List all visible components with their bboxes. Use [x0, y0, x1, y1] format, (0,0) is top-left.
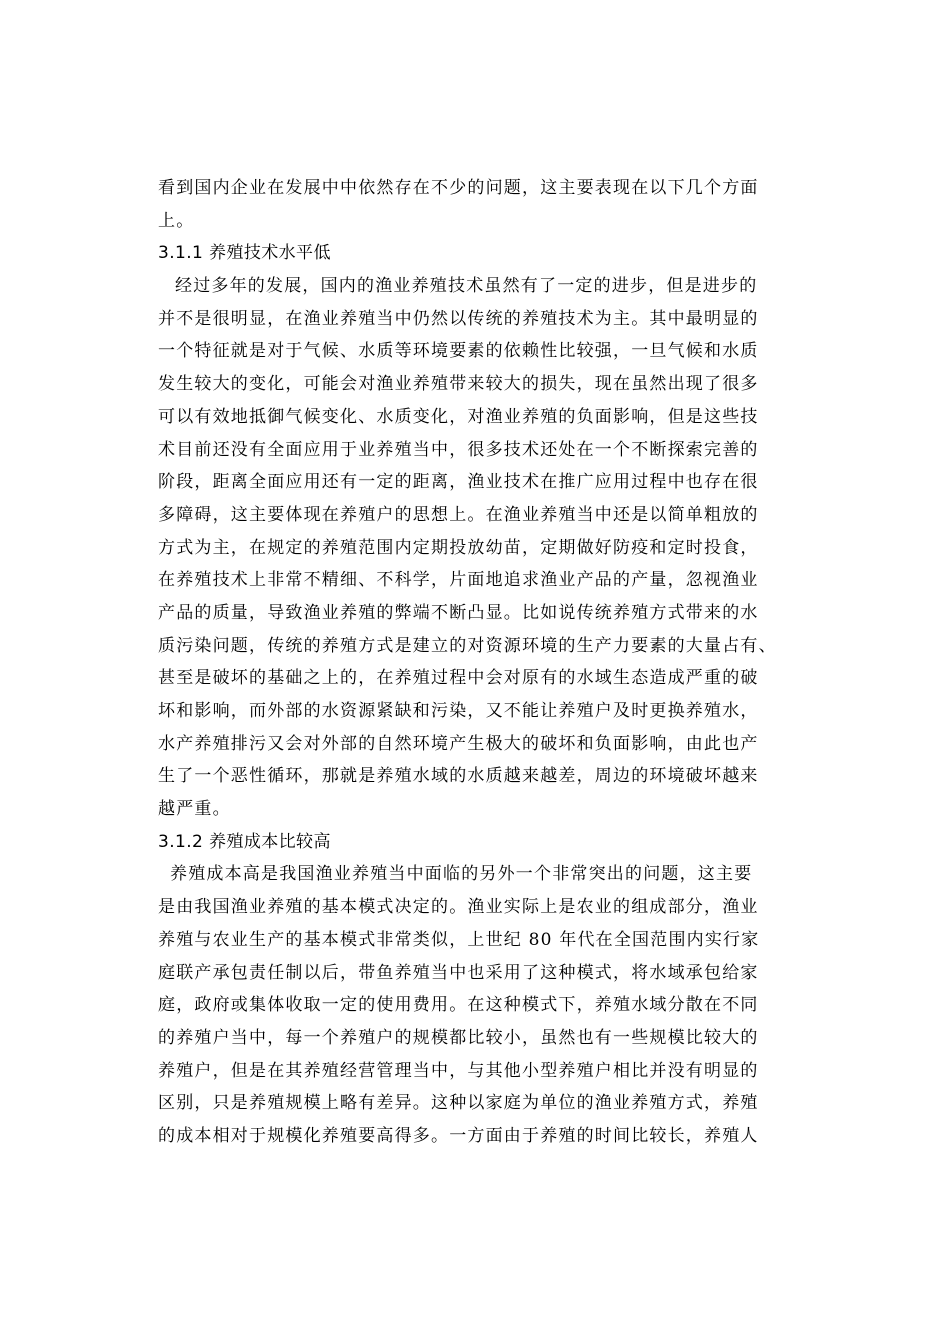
paragraph-line: 水产养殖排污又会对外部的自然环境产生极大的破坏和负面影响，由此也产 [158, 733, 759, 754]
document-body [158, 172, 803, 1153]
paragraph-line: 养殖户，但是在其养殖经营管理当中，与其他小型养殖户相比并没有明显的 [158, 1060, 759, 1081]
paragraph-line: 甚至是破坏的基础之上的，在养殖过程中会对原有的水域生态造成严重的破 [158, 668, 759, 689]
paragraph-line: 产品的质量，导致渔业养殖的弊端不断凸显。比如说传统养殖方式带来的水 [158, 602, 759, 623]
intro-line: 上。 [158, 210, 195, 231]
paragraph-line: 经过多年的发展，国内的渔业养殖技术虽然有了一定的进步，但是进步的 [175, 276, 758, 297]
paragraph-line: 庭联产承包责任制以后，带鱼养殖当中也采用了这种模式，将水域承包给家 [158, 962, 759, 983]
paragraph-line: 可以有效地抵御气候变化、水质变化，对渔业养殖的负面影响，但是这些技 [158, 406, 759, 427]
paragraph-line: 养殖与农业生产的基本模式非常类似，上世纪 80 年代在全国范围内实行家 [158, 929, 760, 950]
paragraph-line: 并不是很明显，在渔业养殖当中仍然以传统的养殖技术为主。其中最明显的 [158, 308, 759, 329]
paragraph-line: 养殖成本高是我国渔业养殖当中面临的另外一个非常突出的问题，这主要 [170, 864, 753, 885]
paragraph-line: 一个特征就是对于气候、水质等环境要素的依赖性比较强，一旦气候和水质 [158, 341, 759, 362]
paragraph-line: 庭，政府或集体收取一定的使用费用。在这种模式下，养殖水域分散在不同 [158, 995, 759, 1016]
paragraph-line: 生了一个恶性循环，那就是养殖水域的水质越来越差，周边的环境破坏越来 [158, 766, 759, 787]
paragraph-line: 方式为主，在规定的养殖范围内定期投放幼苗，定期做好防疫和定时投食， [158, 537, 759, 558]
paragraph-line: 越严重。 [158, 799, 231, 820]
paragraph-line: 在养殖技术上非常不精细、不科学，片面地追求渔业产品的产量，忽视渔业 [158, 570, 759, 591]
paragraph-line: 的养殖户当中，每一个养殖户的规模都比较小，虽然也有一些规模比较大的 [158, 1027, 759, 1048]
section-heading-312: 3.1.2 养殖成本比较高 [158, 831, 331, 852]
paragraph-line: 坏和影响，而外部的水资源紧缺和污染，又不能让养殖户及时更换养殖水， [158, 701, 759, 721]
paragraph-line: 的成本相对于规模化养殖要高得多。一方面由于养殖的时间比较长，养殖人 [158, 1125, 759, 1146]
paragraph-line: 阶段，距离全面应用还有一定的距离，渔业技术在推广应用过程中也存在很 [158, 472, 759, 493]
intro-line: 看到国内企业在发展中中依然存在不少的问题，这主要表现在以下几个方面 [158, 178, 759, 198]
paragraph-line: 发生较大的变化，可能会对渔业养殖带来较大的损失，现在虽然出现了很多 [158, 374, 759, 395]
paragraph-line: 区别，只是养殖规模上略有差异。这种以家庭为单位的渔业养殖方式，养殖 [158, 1093, 759, 1114]
section-heading-311: 3.1.1 养殖技术水平低 [158, 243, 331, 264]
paragraph-line: 质污染问题，传统的养殖方式是建立的对资源环境的生产力要素的大量占有、 [158, 635, 777, 656]
paragraph-line: 是由我国渔业养殖的基本模式决定的。渔业实际上是农业的组成部分，渔业 [158, 897, 759, 918]
paragraph-line: 术目前还没有全面应用于业养殖当中，很多技术还处在一个不断探索完善的 [158, 439, 759, 460]
paragraph-line: 多障碍，这主要体现在养殖户的思想上。在渔业养殖当中还是以简单粗放的 [158, 504, 759, 525]
